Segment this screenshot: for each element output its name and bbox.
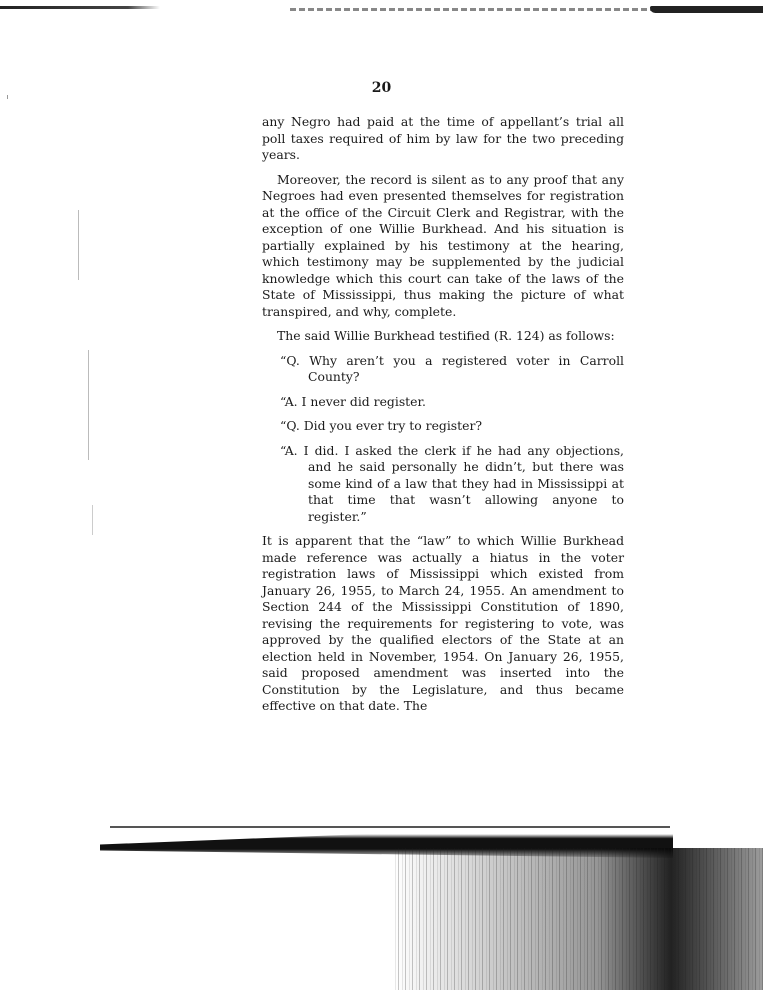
scan-speck: [78, 210, 79, 280]
scan-artifact-bottom-line: [110, 826, 670, 828]
paragraph-1: any Negro had paid at the time of appellant’s trial all poll taxes required of him by law for the two preceding years.: [262, 114, 624, 162]
testimony-answer-1: “A. I never did register.: [280, 393, 426, 409]
scan-artifact-top-mark: [650, 6, 763, 13]
paragraph-4: It is apparent that the “law” to which Willie Burkhead made reference was actually a hiatus in the voter registration laws of Mississippi which existed from January 26, 1955, to March 24, 1955. An amendment to Section 244 of the Mississippi Constitution of 1890, revising the requirements for registering to vote, was approved by the qualified electors of the State at an election held in November, 1954. On January 26, 1955, said proposed amendment was inserted into the Constitution by the Legislature, and thus became effective on that date. The: [262, 533, 624, 713]
document-body: [262, 114, 624, 723]
testimony-question-1: “Q. Why aren’t you a registered voter in Carroll County?: [280, 352, 624, 384]
paragraph-3: The said Willie Burkhead testified (R. 124) as follows:: [277, 328, 615, 343]
scan-artifact-top-left: [0, 6, 160, 9]
testimony-question-2: “Q. Did you ever try to register?: [280, 418, 483, 433]
paragraph-2: Moreover, the record is silent as to any proof that any Negroes had even presented themselves for registration at the office of the Circuit Clerk and Registrar, with the exception of one Willie Burkhead. And his situation is partially explained by his testimony at the hearing, which testimony may be supplemented by the judicial knowledge which this court can take of the laws of the State of Mississippi, thus making the picture of what transpired, and why, complete.: [262, 171, 624, 319]
testimony-answer-2: “A. I did. I asked the clerk if he had any objections, and he said personally he didn’t, but there was some kind of a law that they had in Mississippi at that time that wasn’t allowing anyone to register.”: [280, 442, 624, 524]
scan-artifact-bottom-noise: [395, 848, 763, 990]
page-number: 20: [371, 80, 392, 96]
scan-speck: [92, 505, 93, 535]
scan-speck: [88, 350, 89, 460]
